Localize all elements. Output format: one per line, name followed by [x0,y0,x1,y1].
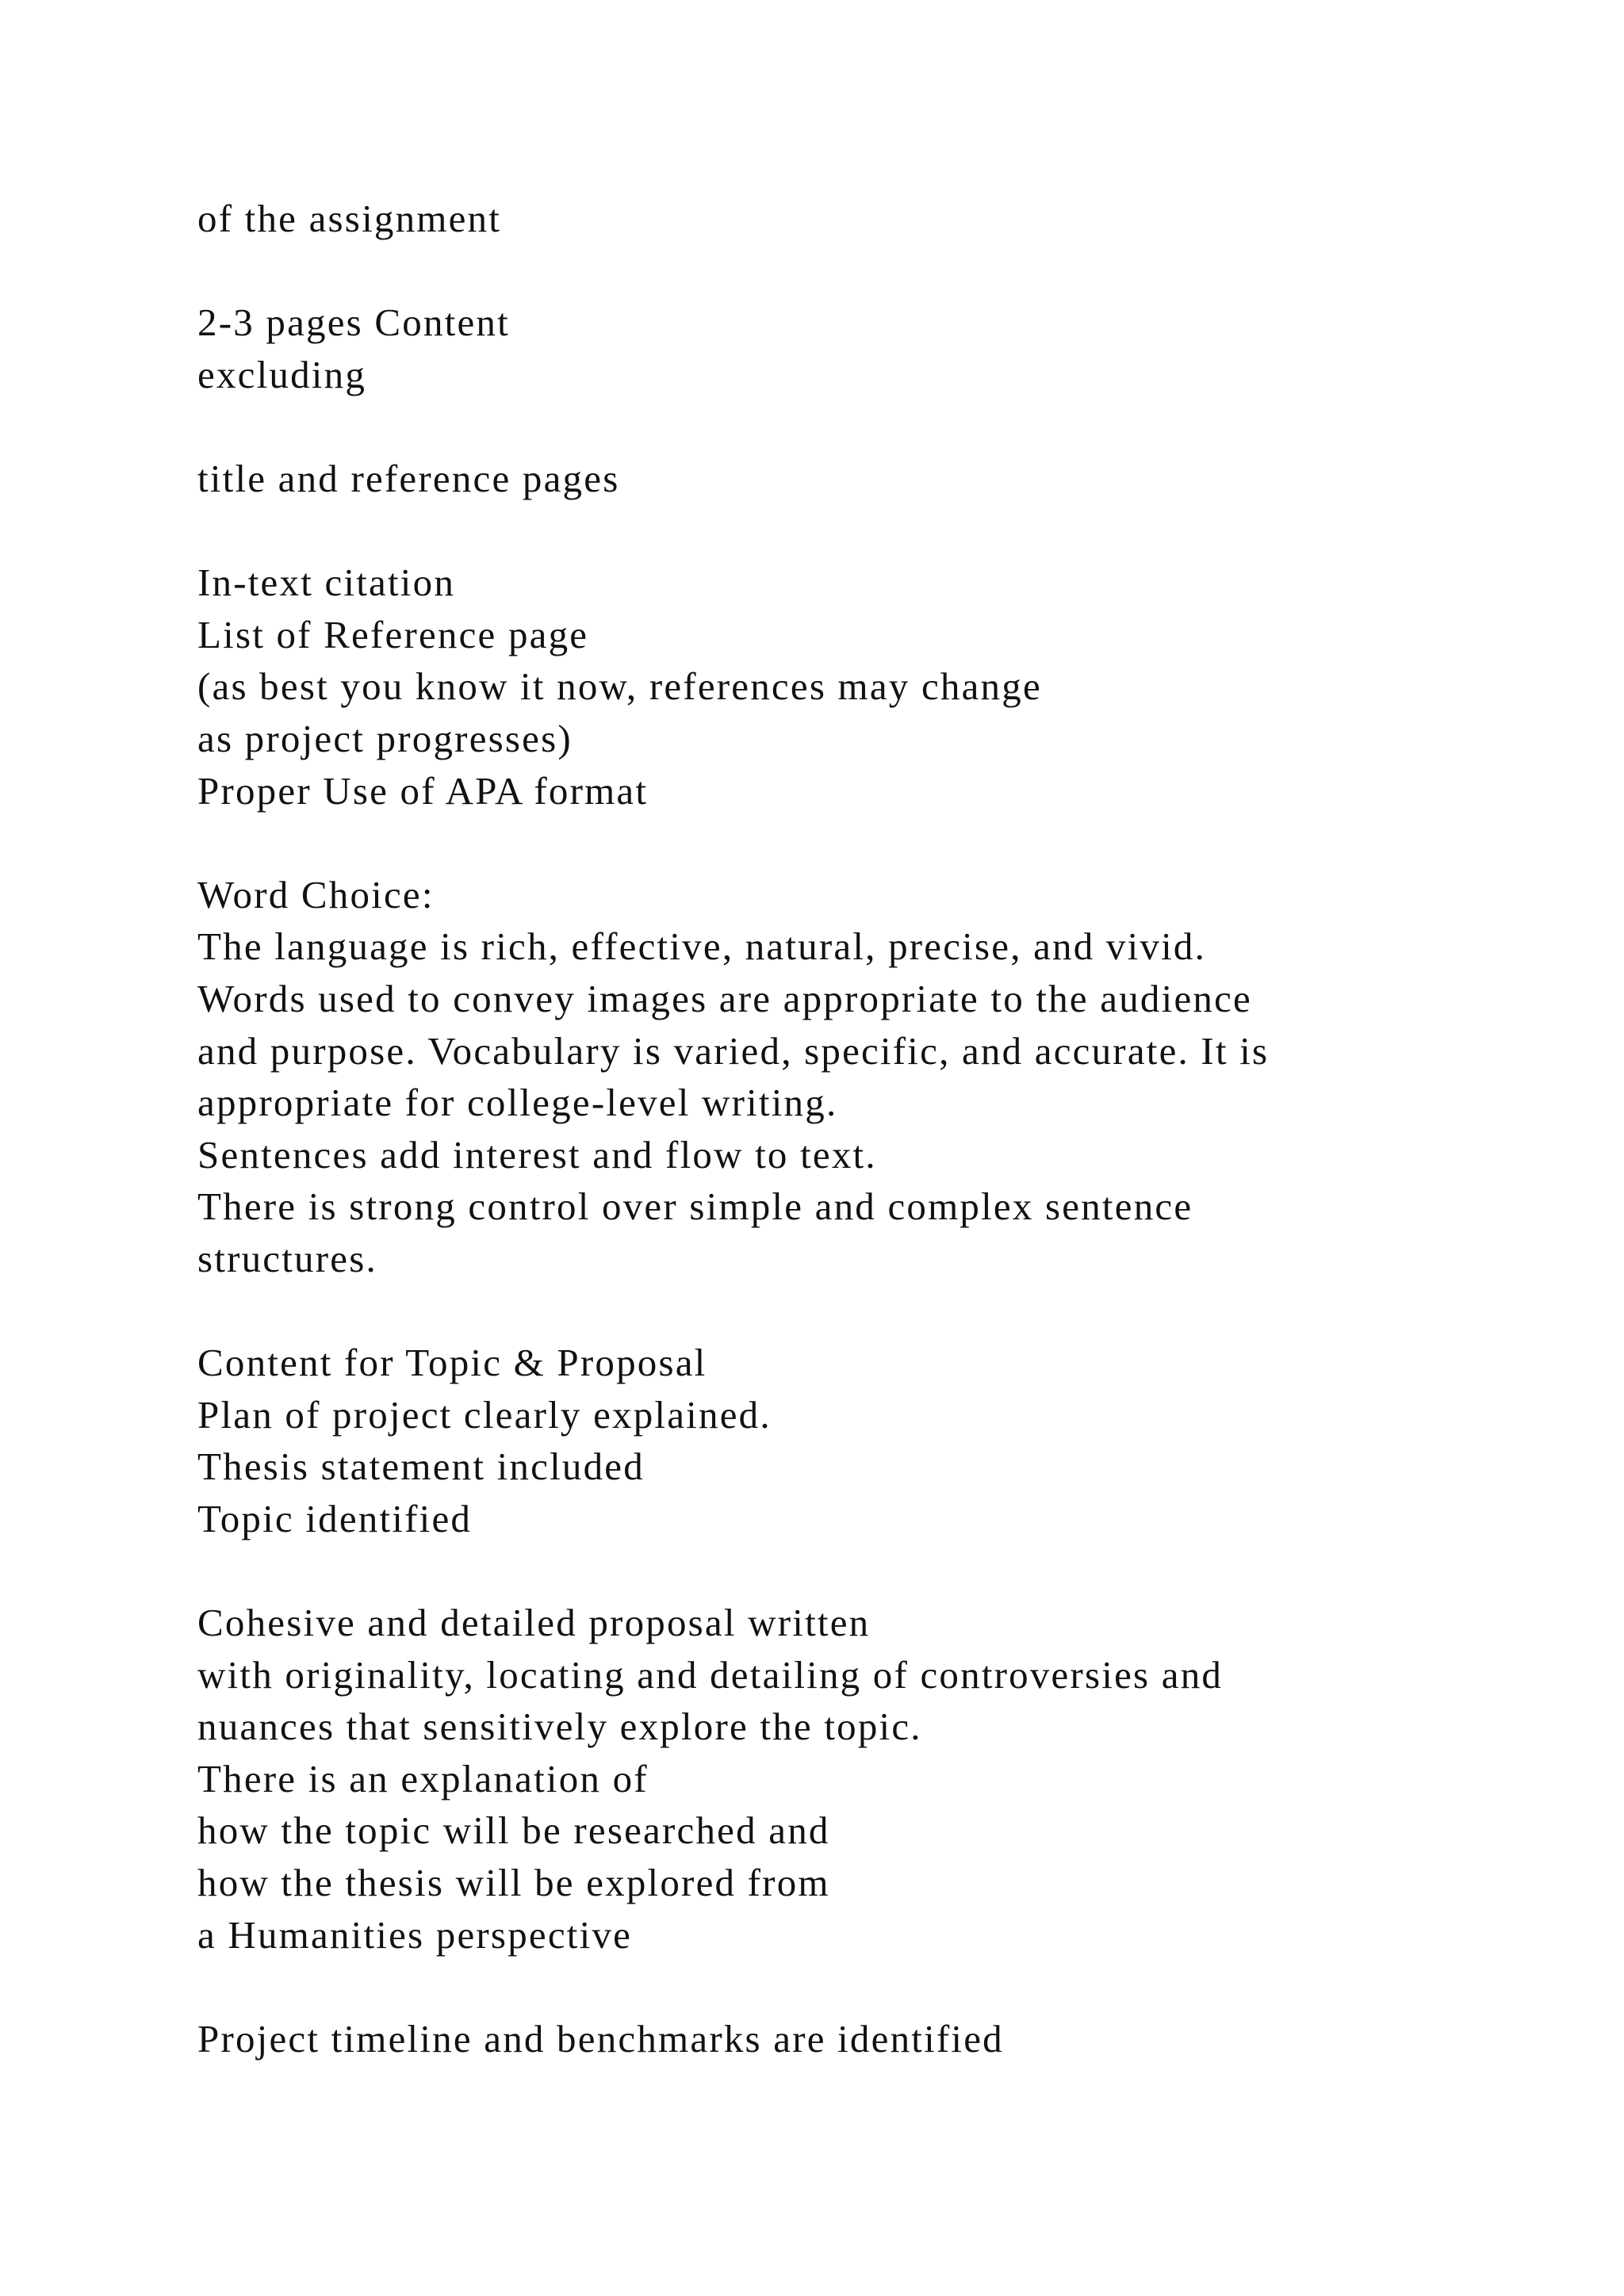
blank-line [197,505,1585,557]
blank-line [197,1284,1585,1337]
text-line: Words used to convey images are appropriate to the audience [197,976,1252,1020]
blank-line [197,245,1585,297]
text-line: nuances that sensitively explore the topic. [197,1705,922,1749]
text-line: excluding [197,352,367,396]
text-line: Cohesive and detailed proposal written [197,1601,871,1645]
text-line: Thesis statement included [197,1445,645,1489]
text-line: title and reference pages [197,456,620,500]
text-line: Plan of project clearly explained. [197,1392,772,1437]
blank-line [197,1544,1585,1597]
text-line: structures. [197,1236,377,1280]
text-line: a Humanities perspective [197,1912,633,1957]
text-line: as project progresses) [197,716,573,760]
text-line: Topic identified [197,1496,473,1540]
text-line: Sentences add interest and flow to text. [197,1132,877,1177]
text-line: how the thesis will be explored from [197,1861,830,1904]
section-heading: Content for Topic & Proposal [197,1341,707,1385]
text-line: In-text citation [197,561,456,605]
text-line: (as best you know it now, references may change [197,664,1042,709]
blank-line [197,817,1585,869]
text-line: List of Reference page [197,612,589,656]
document-body [197,193,1585,2064]
section-heading: Word Choice: [197,872,435,916]
text-line: and purpose. Vocabulary is varied, specific, and accurate. It is [197,1028,1270,1073]
text-line: Project timeline and benchmarks are identified [197,2016,1004,2061]
text-line: There is an explanation of [197,1756,649,1800]
text-line: The language is rich, effective, natural, precise, and vivid. [197,924,1207,969]
text-line: Proper Use of APA format [197,768,649,813]
text-line: of the assignment [197,197,502,240]
text-line: There is strong control over simple and complex sentence [197,1184,1193,1229]
blank-line [197,1961,1585,2013]
text-line: how the topic will be researched and [197,1808,830,1853]
text-line: with originality, locating and detailing of controversies and [197,1652,1224,1697]
blank-line [197,400,1585,453]
text-line: 2-3 pages Content [197,300,510,345]
text-line: appropriate for college-level writing. [197,1081,838,1125]
